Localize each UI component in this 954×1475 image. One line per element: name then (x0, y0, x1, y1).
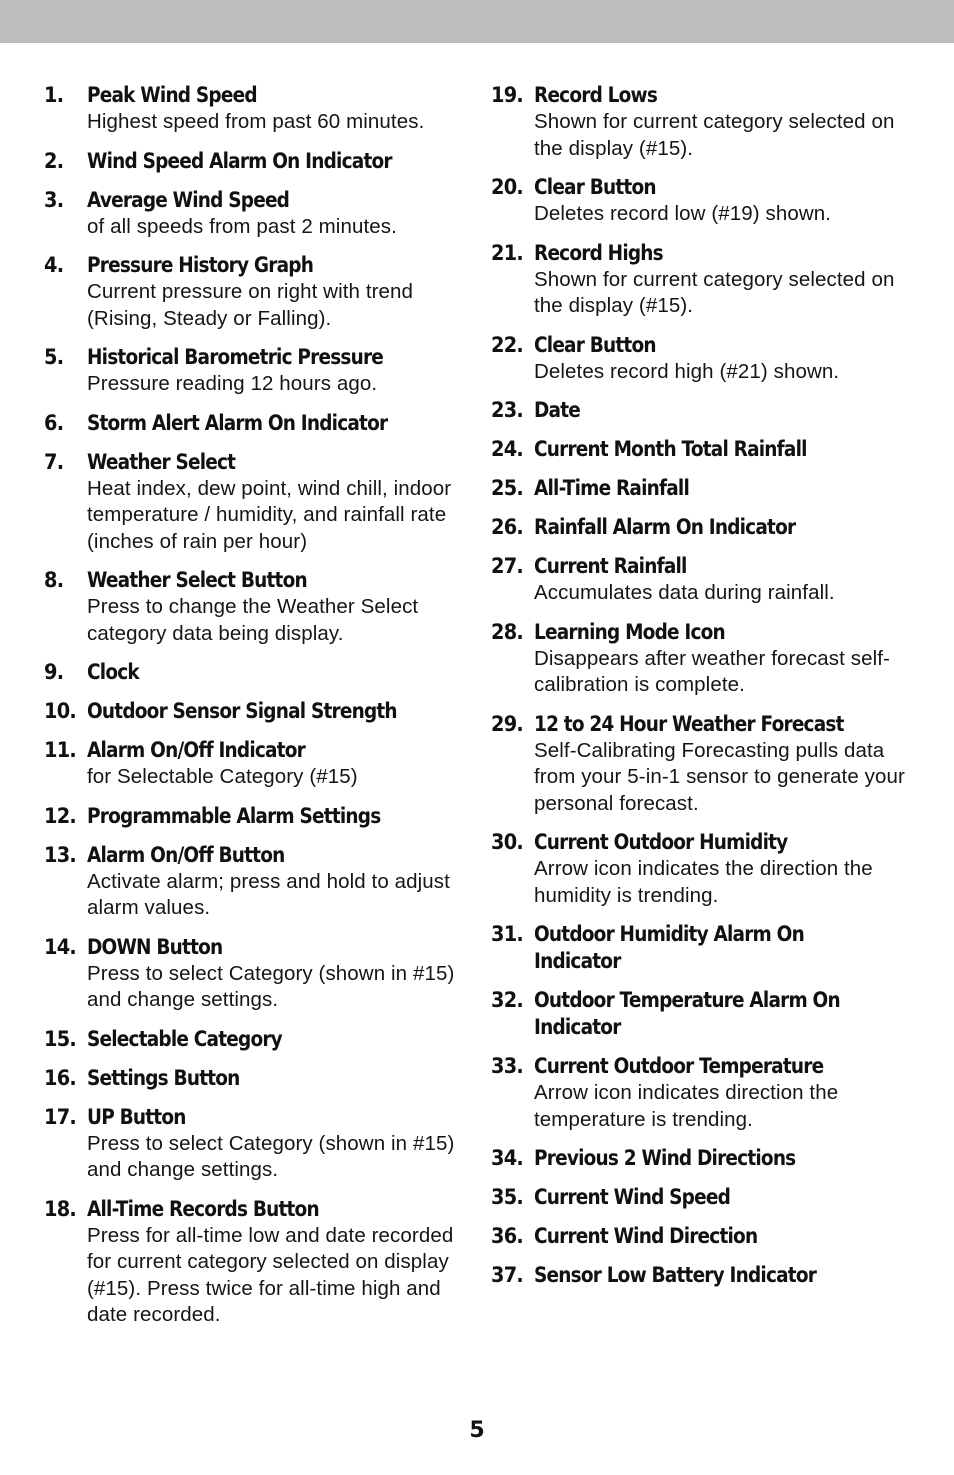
item-body (534, 1223, 911, 1250)
item-title: Clear Button (534, 332, 656, 357)
item-body (534, 921, 911, 975)
list-item (491, 174, 911, 228)
item-body (534, 514, 911, 541)
list-item (491, 921, 911, 975)
item-description: Arrow icon indicates the direction the humidity is trending. (534, 857, 873, 907)
list-item (491, 1262, 911, 1289)
item-title: Average Wind Speed (87, 187, 290, 212)
item-description: Arrow icon indicates direction the temperature is trending. (534, 1081, 839, 1131)
item-description: Highest speed from past 60 minutes. (87, 110, 425, 133)
item-number: 25. (491, 476, 524, 500)
item-number: 16. (44, 1065, 77, 1090)
list-item (491, 332, 911, 386)
item-number: 9. (44, 660, 64, 684)
item-title: Clear Button (534, 175, 656, 199)
item-title: Clock (87, 660, 139, 684)
list-item (44, 187, 464, 241)
list-item (44, 449, 464, 556)
list-item (491, 553, 911, 607)
item-number: 10. (44, 699, 77, 723)
item-title: UP Button (87, 1104, 186, 1129)
list-item (491, 82, 911, 162)
item-description: Pressure reading 12 hours ago. (87, 372, 378, 395)
item-number: 7. (44, 449, 64, 474)
item-description: Disappears after weather forecast self-calibration is complete. (534, 646, 890, 696)
item-title: Current Outdoor Humidity (534, 830, 788, 854)
item-number: 21. (491, 240, 524, 265)
list-item (491, 1053, 911, 1133)
item-number: 35. (491, 1185, 524, 1209)
item-title: Current Outdoor Temperature (534, 1054, 824, 1078)
item-title: Storm Alert Alarm On Indicator (87, 410, 388, 435)
item-body (87, 82, 464, 136)
item-description: Shown for current category selected on the display (#15). (534, 110, 895, 160)
page-number: 5 (469, 1418, 485, 1443)
list-item (491, 397, 911, 424)
item-body (534, 82, 911, 162)
list-item (44, 934, 464, 1014)
list-item (44, 1104, 464, 1184)
list-item (44, 1026, 464, 1053)
list-item (44, 698, 464, 725)
item-number: 34. (491, 1146, 524, 1170)
item-body (87, 410, 464, 437)
item-body (87, 1065, 464, 1092)
item-number: 31. (491, 922, 524, 946)
item-title: Settings Button (87, 1065, 240, 1090)
item-body (534, 1053, 911, 1133)
item-body (534, 1145, 911, 1172)
item-title: Current Wind Direction (534, 1224, 758, 1248)
item-number: 11. (44, 738, 77, 762)
item-body (534, 553, 911, 607)
item-body (534, 332, 911, 386)
list-item (44, 148, 464, 175)
left-column-list (44, 82, 464, 1341)
item-title: Weather Select Button (87, 568, 307, 592)
item-number: 24. (491, 437, 524, 461)
item-number: 5. (44, 345, 64, 369)
item-number: 20. (491, 175, 524, 199)
item-number: 8. (44, 568, 64, 592)
item-body (534, 1262, 911, 1289)
list-item (44, 1065, 464, 1092)
item-number: 33. (491, 1054, 524, 1078)
item-title: Selectable Category (87, 1026, 282, 1051)
item-number: 15. (44, 1026, 77, 1051)
item-body (87, 1026, 464, 1053)
list-item (491, 987, 911, 1041)
list-item (491, 1145, 911, 1172)
item-number: 36. (491, 1224, 524, 1248)
item-body (534, 711, 911, 818)
item-number: 37. (491, 1263, 524, 1287)
list-item (491, 436, 911, 463)
list-item (44, 567, 464, 647)
item-description: Activate alarm; press and hold to adjust alarm values. (87, 869, 450, 919)
item-title: Rainfall Alarm On Indicator (534, 515, 796, 539)
item-body (87, 148, 464, 175)
item-number: 1. (44, 83, 64, 107)
item-description: Accumulates data during rainfall. (534, 581, 835, 604)
item-number: 17. (44, 1104, 77, 1129)
item-title: Peak Wind Speed (87, 83, 257, 107)
item-number: 32. (491, 988, 524, 1012)
item-title: All-Time Records Button (87, 1196, 319, 1221)
item-title: Record Highs (534, 240, 663, 265)
item-body (534, 240, 911, 320)
item-description: Press to select Category (shown in #15) and change settings. (87, 1131, 455, 1181)
item-title: Weather Select (87, 449, 236, 474)
item-title: Outdoor Sensor Signal Strength (87, 699, 397, 723)
item-body (534, 1184, 911, 1211)
item-body (87, 803, 464, 830)
list-item (491, 240, 911, 320)
list-item (44, 659, 464, 686)
item-title: Pressure History Graph (87, 253, 314, 277)
right-column-list (491, 82, 911, 1301)
list-item (491, 1184, 911, 1211)
item-title: Outdoor Temperature Alarm On Indicator (534, 988, 840, 1039)
item-number: 27. (491, 554, 524, 578)
item-number: 23. (491, 398, 524, 422)
item-body (87, 449, 464, 556)
list-item (44, 82, 464, 136)
list-item (491, 829, 911, 909)
item-body (534, 987, 911, 1041)
list-item (44, 344, 464, 398)
list-item (44, 252, 464, 332)
item-number: 13. (44, 842, 77, 867)
item-number: 2. (44, 148, 64, 173)
item-description: Heat index, dew point, wind chill, indoor temperature / humidity, and rainfall rate (inches of rain per hour) (87, 476, 452, 553)
item-title: Date (534, 398, 581, 422)
item-number: 19. (491, 83, 524, 107)
item-description: Self-Calibrating Forecasting pulls data from your 5-in-1 sensor to generate your personal forecast. (534, 738, 905, 815)
item-description: Deletes record high (#21) shown. (534, 359, 840, 383)
item-body (87, 737, 464, 791)
item-body (87, 1196, 464, 1329)
item-body (534, 829, 911, 909)
item-title: 12 to 24 Hour Weather Forecast (534, 711, 844, 736)
item-body (534, 174, 911, 228)
item-title: Programmable Alarm Settings (87, 803, 381, 828)
item-body (534, 397, 911, 424)
item-number: 26. (491, 515, 524, 539)
item-description: Press to select Category (shown in #15) and change settings. (87, 961, 455, 1011)
item-title: Record Lows (534, 83, 658, 107)
item-title: Current Wind Speed (534, 1185, 731, 1209)
item-title: Current Month Total Rainfall (534, 437, 807, 461)
list-item (44, 1196, 464, 1329)
header-band (0, 0, 954, 43)
item-description: for Selectable Category (#15) (87, 765, 358, 788)
list-item (491, 711, 911, 818)
list-item (44, 737, 464, 791)
item-body (87, 659, 464, 686)
item-number: 29. (491, 711, 524, 736)
item-body (87, 187, 464, 241)
item-number: 28. (491, 619, 524, 644)
list-item (491, 514, 911, 541)
item-body (87, 698, 464, 725)
list-item (491, 619, 911, 699)
item-number: 6. (44, 410, 64, 435)
item-body (87, 252, 464, 332)
item-body (534, 619, 911, 699)
item-body (87, 934, 464, 1014)
item-description: Shown for current category selected on the display (#15). (534, 267, 895, 317)
list-item (491, 1223, 911, 1250)
item-body (534, 436, 911, 463)
item-number: 30. (491, 830, 524, 854)
item-body (534, 475, 911, 502)
item-title: Historical Barometric Pressure (87, 345, 384, 369)
item-title: All-Time Rainfall (534, 476, 690, 500)
item-number: 18. (44, 1196, 77, 1221)
item-number: 3. (44, 187, 64, 212)
item-number: 12. (44, 803, 77, 828)
item-title: Previous 2 Wind Directions (534, 1146, 796, 1170)
item-number: 4. (44, 253, 64, 277)
item-body (87, 344, 464, 398)
item-title: Wind Speed Alarm On Indicator (87, 148, 392, 173)
item-title: DOWN Button (87, 934, 223, 959)
item-body (87, 1104, 464, 1184)
item-number: 22. (491, 332, 524, 357)
item-title: Alarm On/Off Button (87, 842, 285, 867)
item-description: Deletes record low (#19) shown. (534, 202, 832, 225)
item-description: Current pressure on right with trend (Rising, Steady or Falling). (87, 280, 414, 330)
item-body (87, 842, 464, 922)
item-body (87, 567, 464, 647)
list-item (491, 475, 911, 502)
item-title: Alarm On/Off Indicator (87, 738, 305, 762)
item-title: Current Rainfall (534, 554, 687, 578)
item-description: Press to change the Weather Select category data being display. (87, 595, 419, 645)
list-item (44, 842, 464, 922)
item-number: 14. (44, 934, 77, 959)
list-item (44, 410, 464, 437)
list-item (44, 803, 464, 830)
item-title: Sensor Low Battery Indicator (534, 1263, 817, 1287)
item-title: Learning Mode Icon (534, 619, 725, 644)
item-description: Press for all-time low and date recorded for current category selected on display (#15). Press twice for all-time high and date recorded. (87, 1223, 454, 1326)
item-title: Outdoor Humidity Alarm On Indicator (534, 922, 804, 973)
item-description: of all speeds from past 2 minutes. (87, 214, 397, 238)
